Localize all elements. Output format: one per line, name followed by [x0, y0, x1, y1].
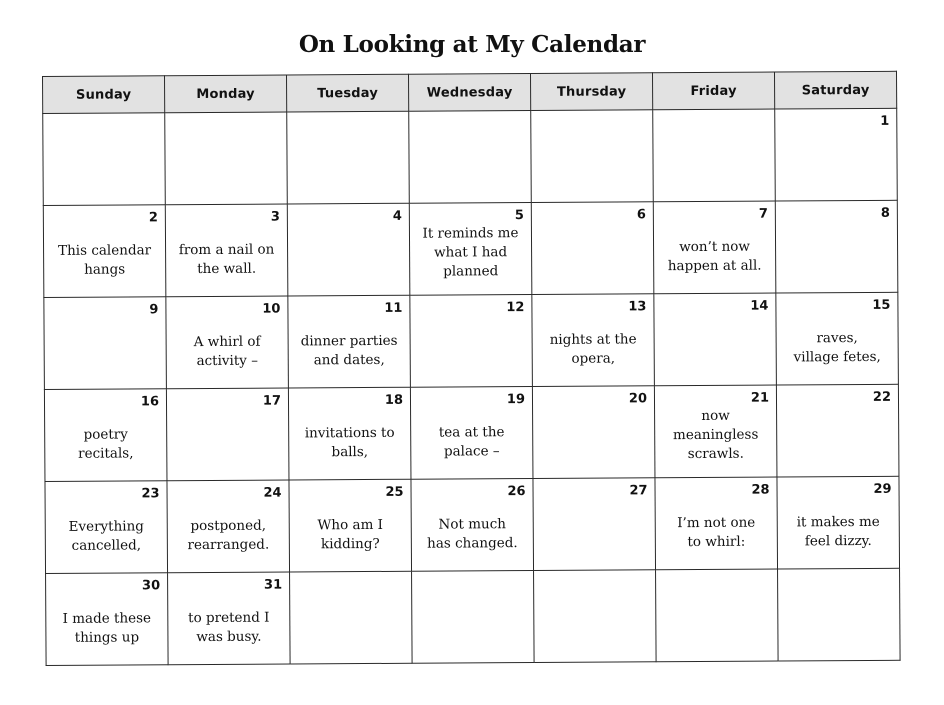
empty-day-cell — [290, 571, 413, 664]
weekday-header-wednesday: Wednesday — [408, 74, 530, 112]
calendar — [42, 71, 901, 666]
day-number: 10 — [262, 301, 281, 317]
day-number: 25 — [385, 484, 404, 500]
weekday-header-sunday: Sunday — [43, 76, 165, 114]
day-cell-19 — [410, 387, 533, 480]
day-cell-8 — [775, 200, 898, 293]
day-entry-text: It reminds me what I had planned — [422, 225, 519, 280]
day-cell-21 — [654, 385, 777, 478]
day-cell-12 — [410, 295, 533, 388]
day-cell-6 — [531, 202, 654, 295]
day-cell-30 — [46, 573, 169, 666]
weekday-header-saturday: Saturday — [774, 71, 896, 109]
day-number: 31 — [263, 577, 283, 593]
day-cell-15 — [776, 292, 899, 385]
day-entry-text: to pretend I was busy. — [188, 609, 270, 645]
day-cell-2 — [43, 205, 166, 298]
week-row — [43, 200, 898, 297]
weekday-header-row — [43, 71, 897, 113]
day-entry-text: This calendar hangs — [58, 241, 152, 278]
day-entry-text: nights at the opera, — [549, 330, 637, 367]
day-number: 15 — [872, 297, 891, 313]
day-entry-text: raves, village fetes, — [793, 329, 881, 365]
empty-day-cell — [287, 111, 410, 204]
day-number: 7 — [758, 206, 768, 222]
day-number: 17 — [262, 393, 282, 409]
day-cell-29 — [777, 476, 900, 569]
day-number: 2 — [148, 210, 158, 226]
day-cell-4 — [287, 203, 410, 296]
week-row — [44, 384, 899, 481]
day-entry-text: tea at the palace – — [438, 423, 505, 460]
day-cell-10 — [166, 296, 289, 389]
day-number: 8 — [880, 205, 890, 221]
day-entry-text: Not much has changed. — [427, 515, 518, 552]
day-cell-20 — [532, 386, 655, 479]
day-number: 30 — [141, 578, 161, 594]
day-cell-28 — [655, 477, 778, 570]
day-cell-13 — [532, 294, 655, 387]
empty-day-cell — [412, 571, 535, 664]
day-number: 27 — [629, 483, 648, 499]
week-row — [44, 292, 899, 389]
day-number: 13 — [628, 299, 647, 315]
empty-day-cell — [165, 112, 288, 205]
weekday-header-tuesday: Tuesday — [286, 74, 408, 112]
day-entry-text: now meaningless scrawls. — [672, 407, 759, 463]
calendar-body — [43, 108, 900, 665]
day-cell-3 — [165, 204, 288, 297]
day-entry-text: A whirl of activity – — [193, 333, 261, 369]
day-number: 21 — [750, 390, 770, 406]
day-number: 3 — [270, 209, 280, 225]
day-cell-25 — [289, 479, 412, 572]
day-cell-23 — [45, 481, 168, 574]
day-entry-text: from a nail on the wall. — [178, 241, 275, 277]
day-number: 9 — [149, 302, 159, 318]
week-row — [43, 108, 898, 205]
day-cell-26 — [411, 479, 534, 572]
day-entry-text: I’m not one to whirl: — [677, 514, 756, 550]
day-number: 12 — [506, 300, 525, 316]
empty-day-cell — [43, 113, 166, 206]
day-entry-text: dinner parties and dates, — [300, 332, 398, 368]
day-number: 26 — [507, 484, 526, 500]
day-number: 5 — [514, 208, 524, 224]
empty-day-cell — [778, 568, 901, 661]
day-entry-text: poetry recitals, — [78, 425, 134, 462]
day-cell-17 — [166, 388, 289, 481]
calendar-grid — [42, 71, 901, 666]
day-number: 19 — [506, 392, 526, 408]
empty-day-cell — [531, 110, 654, 203]
day-number: 18 — [384, 392, 404, 408]
day-cell-11 — [288, 295, 411, 388]
week-row — [46, 568, 901, 665]
day-cell-22 — [776, 384, 899, 477]
day-number: 20 — [628, 391, 648, 407]
day-cell-16 — [44, 389, 167, 482]
empty-day-cell — [653, 109, 776, 202]
day-number: 29 — [873, 481, 892, 497]
day-cell-1 — [775, 108, 898, 201]
day-cell-24 — [167, 480, 290, 573]
day-number: 22 — [872, 389, 892, 405]
day-entry-text: invitations to balls, — [304, 424, 395, 460]
day-number: 14 — [750, 298, 769, 314]
day-number: 1 — [880, 113, 890, 129]
empty-day-cell — [656, 569, 779, 662]
week-row — [45, 476, 900, 573]
empty-day-cell — [409, 111, 532, 204]
day-number: 6 — [636, 207, 646, 223]
day-entry-text: I made these things up — [62, 609, 152, 646]
day-cell-5 — [409, 203, 532, 296]
weekday-header-thursday: Thursday — [530, 73, 652, 111]
day-number: 11 — [384, 300, 403, 316]
empty-day-cell — [534, 570, 657, 663]
day-cell-31 — [168, 572, 291, 665]
day-entry-text: won’t now happen at all. — [667, 238, 762, 274]
weekday-header-friday: Friday — [652, 72, 774, 110]
day-cell-14 — [654, 293, 777, 386]
day-number: 23 — [141, 486, 160, 502]
day-entry-text: it makes me feel dizzy. — [796, 513, 880, 549]
day-cell-9 — [44, 297, 167, 390]
day-cell-7 — [653, 201, 776, 294]
page-title: On Looking at My Calendar — [298, 31, 646, 58]
weekday-header-monday: Monday — [165, 75, 287, 113]
day-entry-text: Everything cancelled, — [68, 517, 144, 554]
day-number: 28 — [751, 482, 770, 498]
day-cell-18 — [288, 387, 411, 480]
day-cell-27 — [533, 478, 656, 571]
day-number: 16 — [140, 394, 160, 410]
day-number: 24 — [263, 485, 282, 501]
day-number: 4 — [392, 208, 402, 224]
day-entry-text: postponed, rearranged. — [187, 517, 270, 553]
day-entry-text: Who am I kidding? — [317, 516, 384, 552]
